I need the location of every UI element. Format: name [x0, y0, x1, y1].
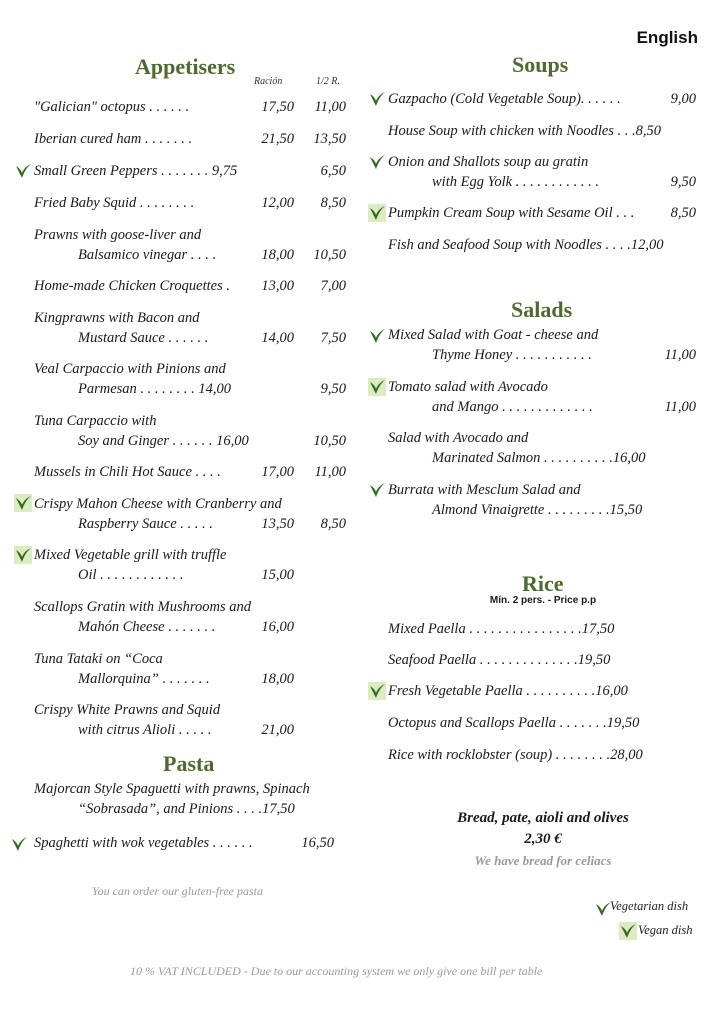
- menu-item: Tuna Carpaccio with Soy and Ginger . . . . . . 16,00 10,50: [34, 413, 346, 449]
- menu-item: Onion and Shallots soup au gratin with Egg Yolk . . . . . . . . . . . . 9,50: [388, 154, 696, 190]
- bread-price: 2,30 €: [524, 831, 562, 847]
- celiac-note: We have bread for celiacs: [474, 853, 612, 868]
- menu-item: Burrata with Mesclum Salad and Almond Vinaigrette . . . . . . . . .15,50: [388, 482, 643, 518]
- menu-item: Prawns with goose-liver and Balsamico vinegar . . . . 18,00 10,50: [34, 227, 346, 263]
- menu-item: Kingprawns with Bacon and Mustard Sauce . . . . . . 14,00 7,50: [34, 310, 346, 346]
- vegan-leaf-icon: [368, 204, 386, 222]
- vegan-leaf-icon: [368, 682, 386, 700]
- menu-item: Crispy White Prawns and Squid with citrus Alioli . . . . . 21,00: [34, 702, 294, 738]
- menu-item: Veal Carpaccio with Pinions and Parmesan . . . . . . . . 14,00 9,50: [34, 361, 346, 397]
- menu-item: Scallops Gratin with Mushrooms and Mahón Cheese . . . . . . . 16,00: [34, 599, 294, 635]
- vegetarian-leaf-icon: [10, 835, 28, 853]
- legend-vegetarian: Vegetarian dish: [610, 899, 689, 913]
- gluten-free-note: You can order our gluten-free pasta: [92, 884, 263, 898]
- menu-item: Tomato salad with Avocado and Mango . . . . . . . . . . . . . 11,00: [388, 379, 696, 415]
- language-label[interactable]: English: [636, 28, 698, 47]
- vegetarian-leaf-icon: [368, 90, 386, 108]
- vegan-leaf-icon: [368, 378, 386, 396]
- col-racion-header: Ración: [254, 76, 283, 87]
- vegan-leaf-icon: [14, 546, 32, 564]
- vegetarian-leaf-icon: [368, 327, 386, 345]
- menu-item: Majorcan Style Spaguetti with prawns, Spinach “Sobrasada”, and Pinions . . . .17,50: [34, 781, 310, 817]
- vegan-leaf-icon: [14, 494, 32, 512]
- rice-title: Rice: [522, 571, 564, 596]
- vegetarian-leaf-icon: [368, 153, 386, 171]
- menu-item: Tuna Tataki on “Coca Mallorquina” . . . . . . . 18,00: [34, 651, 294, 687]
- col-half-header: 1/2 R.: [316, 76, 340, 87]
- vat-footer: 10 % VAT INCLUDED - Due to our accounting system we only give one bill per table: [130, 964, 543, 978]
- rice-subtitle: Mín. 2 pers. - Price p.p: [489, 595, 597, 606]
- vegetarian-leaf-icon: [14, 162, 32, 180]
- soups-title: Soups: [512, 52, 569, 77]
- appetisers-title: Appetisers: [135, 54, 236, 79]
- vegetarian-leaf-icon: [368, 481, 386, 499]
- bread-line: Bread, pate, aioli and olives: [457, 810, 629, 826]
- pasta-title: Pasta: [163, 751, 215, 776]
- vegan-leaf-icon: [619, 922, 637, 940]
- salads-title: Salads: [511, 297, 573, 322]
- menu-item: Salad with Avocado and Marinated Salmon . . . . . . . . . .16,00: [388, 430, 646, 466]
- menu-item: Mixed Vegetable grill with truffle Oil . . . . . . . . . . . . 15,00: [34, 547, 294, 583]
- legend-vegan: Vegan dish: [638, 923, 693, 937]
- menu-item: Crispy Mahon Cheese with Cranberry and Raspberry Sauce . . . . . 13,50 8,50: [34, 496, 346, 532]
- menu-item: Mixed Salad with Goat - cheese and Thyme Honey . . . . . . . . . . . 11,00: [388, 327, 696, 363]
